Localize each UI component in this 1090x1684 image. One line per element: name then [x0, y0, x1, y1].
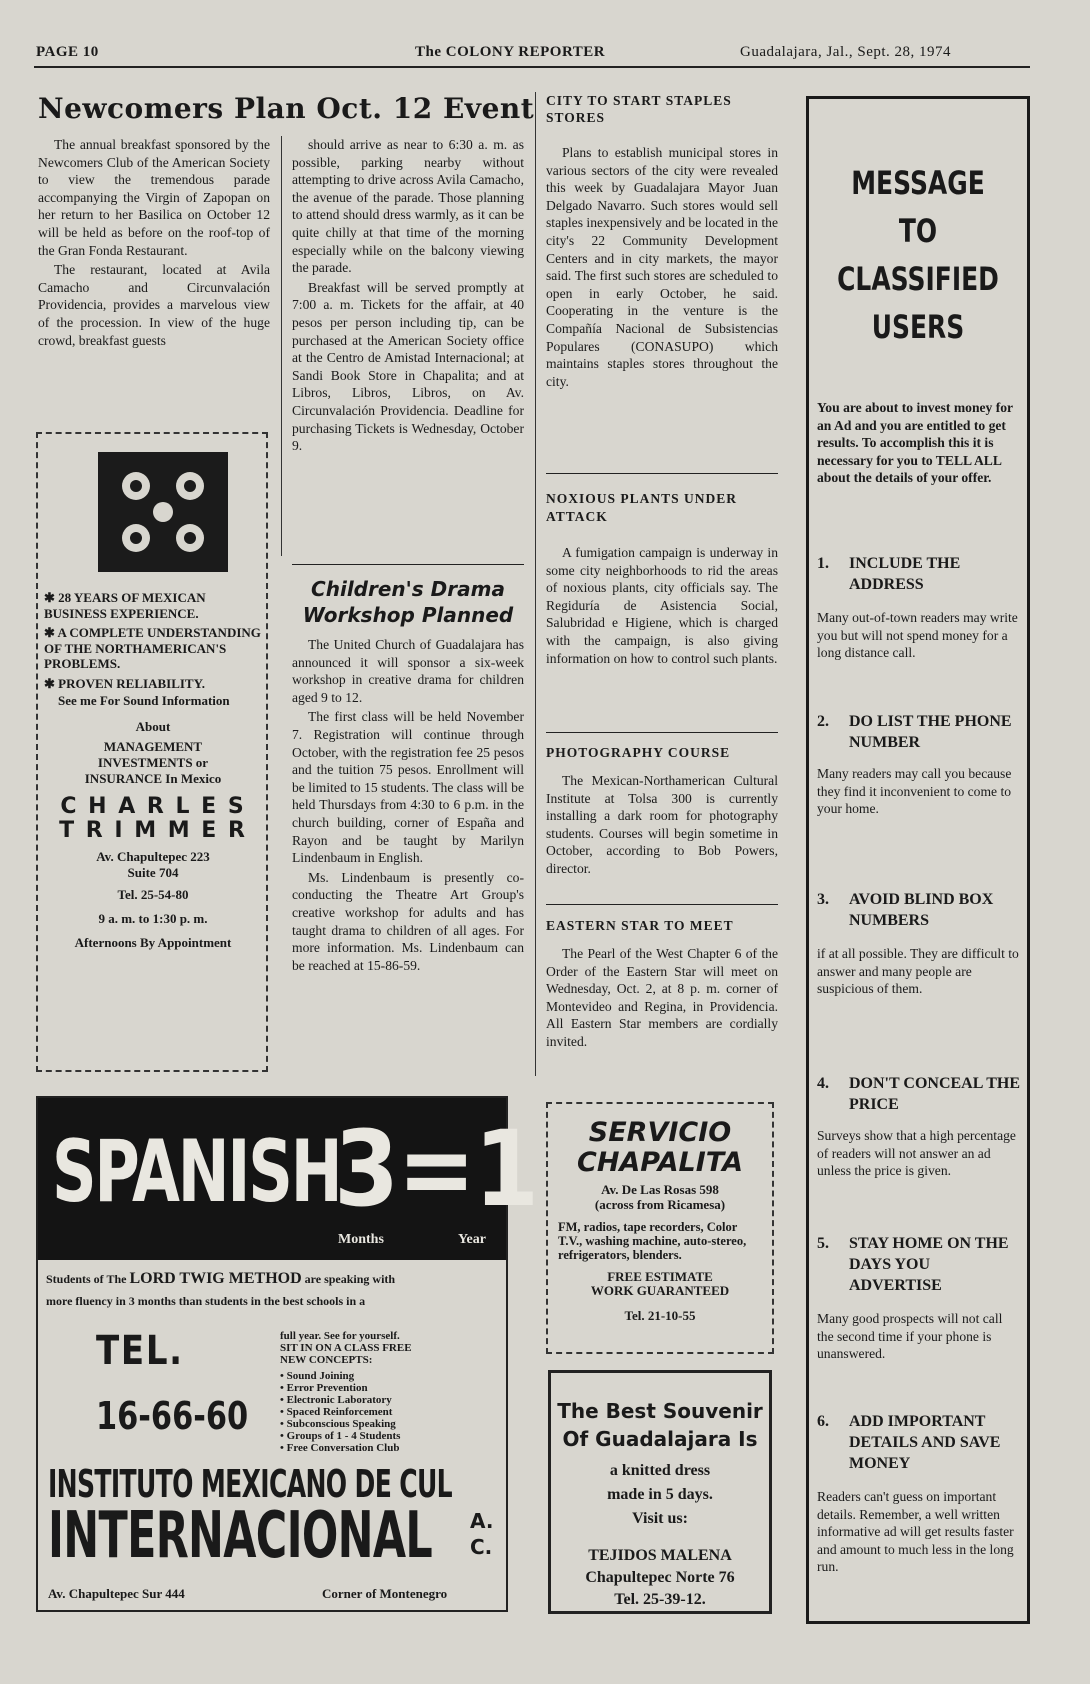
bullet-text: PROVEN RELIABILITY.: [58, 675, 206, 691]
newcomers-col2: [292, 136, 524, 457]
title-line: CLASSIFIED: [837, 260, 999, 298]
new-concepts-label: NEW CONCEPTS:: [280, 1354, 373, 1366]
servicio-tel: Tel. 21-10-55: [624, 1308, 696, 1323]
paragraph: A fumigation campaign is underway in some city neighborhoods to rid the areas of noxious plants, city officials say. The Regiduría de Asistencia Social, Salubridad e Higiene, which is charged with the campaign, is also giving information on how to control such plants.: [546, 545, 778, 666]
tel-label: TEL.: [96, 1328, 184, 1374]
servicio-title1: SERVICIO: [588, 1117, 732, 1148]
paragraph: Ms. Lindenbaum is presently co-conducting the Theatre Art Group's creative workshop for adults and has taught drama to children of all ages. For more information. Ms. Lindenbaum can be reached at 15-86-59.: [292, 869, 524, 973]
item-text: if at all possible. They are difficult to answer and many people are suspicious of them.: [817, 946, 1019, 996]
about-label: About: [135, 719, 171, 734]
drama-headline: [292, 576, 524, 628]
trimmer-tel: Tel. 25-54-80: [117, 887, 189, 902]
page-number: PAGE 10: [36, 44, 99, 60]
header-rule: [34, 66, 1030, 68]
trimmer-suite: Suite 704: [127, 865, 179, 880]
classified-item: [817, 1411, 1021, 1576]
concept-text: Groups of 1 - 4 Students: [286, 1430, 401, 1442]
ac-label: A. C.: [470, 1509, 494, 1559]
intro-text: are speaking with: [304, 1272, 396, 1286]
concept-text: Electronic Laboratory: [286, 1394, 392, 1406]
item-number: 6.: [817, 1413, 829, 1430]
classified-item: [817, 711, 1021, 818]
trimmer-ad: [36, 432, 268, 1072]
spanish-ratio: 3=1: [334, 1108, 538, 1230]
item-number: 2.: [817, 713, 829, 730]
item-heading: DON'T CONCEAL THE PRICE: [849, 1075, 1021, 1113]
servicio-estimate: FREE ESTIMATE: [607, 1269, 713, 1284]
drama-body: [292, 636, 524, 976]
bullet-experience: ✱ 28 YEARS OF MEXICAN BUSINESS EXPERIENCE.: [44, 590, 206, 621]
institute-line1: INSTITUTO MEXICANO DE CUL: [48, 1462, 453, 1506]
paragraph: The Mexican-Northamerican Cultural Institute at Tolsa 300 is currently installing a dark room for photography students. Courses will begin sometime in October, according to Bob Powers, director.: [546, 773, 778, 876]
souvenir-title2: Of Guadalajara Is: [562, 1427, 758, 1451]
dateline: Guadalajara, Jal., Sept. 28, 1974: [740, 44, 952, 60]
bullet-text: 28 YEARS OF MEXICAN BUSINESS EXPERIENCE.: [44, 590, 206, 621]
concept-text: Spaced Reinforcement: [286, 1406, 393, 1418]
classified-message-box: [806, 96, 1030, 1624]
classified-item: [817, 1073, 1021, 1180]
newcomers-col1: [38, 136, 270, 351]
item-heading: INCLUDE THE ADDRESS: [849, 555, 961, 593]
item-heading: STAY HOME ON THE DAYS YOU ADVERTISE: [849, 1235, 1009, 1294]
classified-intro: You are about to invest money for an Ad and you are entitled to get results. To accomplish this it is necessary for you to TELL ALL about the details of your offer.: [817, 400, 1013, 485]
months-label: Months: [338, 1232, 384, 1247]
paragraph: Plans to establish municipal stores in various sectors of the city were revealed this week by Guadalajara Mayor Juan Delgado Navarro. Such stores would sell staples inexpensively and be located in the city's 22 Community Development Centers and in city markets, the mayor said. The first such stores are scheduled to open in early October, he said. Cooperating in the venture is the Compañía Nacional de Subsistencias Populares (CONASUPO) which maintains staples stores throughout the city.: [546, 145, 778, 389]
noxious-body: [546, 544, 778, 669]
section-rule: [292, 564, 524, 565]
spanish-word: SPANISH: [52, 1122, 341, 1222]
concept-text: Sound Joining: [286, 1370, 355, 1382]
paragraph: The Pearl of the West Chapter 6 of the Order of the Eastern Star will meet on Wednesday, Oct. 2, at 8 p. m. corner of Montevideo and Regina, in Providencia. All Eastern Star members are cordially invited.: [546, 946, 778, 1049]
concepts-block: [280, 1330, 506, 1454]
spanish-address: Av. Chapultepec Sur 444: [48, 1586, 185, 1601]
servicio-address: Av. De Las Rosas 598: [601, 1182, 719, 1197]
item-text: Surveys show that a high percentage of readers will not answer an ad unless the price is given.: [817, 1128, 1016, 1178]
spanish-intro: [46, 1268, 502, 1312]
method-name: LORD TWIG METHOD: [129, 1270, 302, 1287]
servicio-ad: [546, 1102, 774, 1354]
souvenir-name: TEJIDOS MALENA: [588, 1547, 732, 1564]
item-heading: DO LIST THE PHONE NUMBER: [849, 713, 1012, 751]
paragraph: The restaurant, located at Avila Camacho and Circunvalación Providencia, provides a marvelous view of the procession. In view of the huge crowd, breakfast guests: [38, 262, 270, 348]
item-text: Many good prospects will not call the second time if your phone is unanswered.: [817, 1311, 1003, 1361]
sound-info: See me For Sound Information: [58, 693, 230, 708]
name-first: C H A R L E S: [60, 794, 246, 819]
concept-text: Error Prevention: [286, 1382, 368, 1394]
souvenir-tel: Tel. 25-39-12.: [614, 1591, 706, 1608]
year-label: Year: [458, 1232, 486, 1247]
staples-body: [546, 144, 778, 392]
concept-item: • Groups of 1 - 4 Students: [280, 1430, 401, 1442]
spanish-ad: [36, 1096, 538, 1612]
name-last: T R I M M E R: [59, 818, 247, 843]
servicio-title2: CHAPALITA: [577, 1147, 743, 1178]
concept-item: • Subconscious Speaking: [280, 1418, 396, 1430]
trimmer-address: Av. Chapultepec 223: [96, 849, 210, 864]
item-number: 4.: [817, 1075, 829, 1092]
eastern-body: [546, 945, 778, 1053]
staples-headline: CITY TO START STAPLES STORES: [546, 93, 732, 125]
institute-line2: INTERNACIONAL: [48, 1499, 433, 1573]
bullet-text: A COMPLETE UNDERSTANDING OF THE NORTHAMERICAN'S PROBLEMS.: [44, 625, 261, 671]
servicio-services: FM, radios, tape recorders, Color T.V., washing machine, auto-stereo, refrigerators, blenders.: [558, 1220, 747, 1262]
item-heading: AVOID BLIND BOX NUMBERS: [849, 891, 994, 929]
souvenir-line2: made in 5 days.: [607, 1486, 713, 1503]
title-line: USERS: [871, 308, 965, 346]
servicio-guarantee: WORK GUARANTEED: [590, 1283, 730, 1298]
bullet-understanding: ✱ A COMPLETE UNDERSTANDING OF THE NORTHAMERICAN'S PROBLEMS.: [44, 625, 261, 671]
gears-logo-icon: [98, 452, 228, 572]
paragraph: The United Church of Guadalajara has announced it will sponsor a six-week workshop in creative drama for children aged 9 to 12.: [292, 637, 524, 705]
item-text: Many readers may call you because they find it inconvenient to come to your home.: [817, 766, 1012, 816]
photo-body: [546, 772, 778, 880]
title-line: TO: [898, 212, 938, 250]
full-year-text: full year. See for yourself.: [280, 1330, 400, 1342]
spanish-banner: [38, 1098, 538, 1260]
section-rule: [546, 473, 778, 474]
souvenir-line1: a knitted dress: [609, 1462, 711, 1479]
section-rule: [546, 732, 778, 733]
souvenir-title1: The Best Souvenir: [557, 1399, 763, 1423]
column-divider: [535, 92, 536, 1076]
classified-item: [817, 889, 1021, 998]
section-rule: [546, 904, 778, 905]
drama-headline-line1: Children's Drama: [311, 577, 505, 601]
concept-item: • Spaced Reinforcement: [280, 1406, 393, 1418]
souvenir-ad: [548, 1370, 772, 1614]
item-number: 3.: [817, 891, 829, 908]
item-number: 5.: [817, 1235, 829, 1252]
eastern-headline: EASTERN STAR TO MEET: [546, 918, 734, 933]
paragraph: The first class will be held November 7. Registration will continue through October, with the registration fee 25 pesos and the tuition 75 pesos. Enrollment will be limited to 15 students. The class will be held Thursdays from 4:30 to 6 p.m. in the church building, corner of España and Rayon and be taught by Marilyn Lindenbaum in English.: [292, 709, 524, 866]
concept-text: Free Conversation Club: [286, 1442, 400, 1454]
services-list: MANAGEMENT INVESTMENTS or INSURANCE In Mexico: [84, 739, 222, 786]
spanish-corner: Corner of Montenegro: [322, 1586, 448, 1601]
column-divider: [281, 136, 282, 556]
concept-text: Subconscious Speaking: [286, 1418, 396, 1430]
trimmer-appointment: Afternoons By Appointment: [74, 935, 232, 950]
trimmer-hours: 9 a. m. to 1:30 p. m.: [98, 911, 208, 926]
drama-headline-line2: Workshop Planned: [302, 603, 514, 627]
paragraph: The annual breakfast sponsored by the Newcomers Club of the American Society to view the tremendous parade accompanying the Virgin of Zapopan on her return to her Basilica on October 12 will be held as before on the roof-top of the Gran Fonda Restaurant.: [38, 137, 270, 258]
souvenir-line3: Visit us:: [632, 1510, 688, 1527]
newspaper-name: The COLONY REPORTER: [415, 44, 606, 60]
classified-title: [809, 159, 1027, 351]
intro-text: Students of The: [46, 1272, 127, 1286]
concept-item: • Free Conversation Club: [280, 1442, 400, 1454]
paragraph: Breakfast will be served promptly at 7:00 a. m. Tickets for the affair, at 40 pesos per person including tip, can be purchased at the American Society office at the Centro de Amistad Internacional; at Sandi Book Store in Chapalita; and at Libros, Libros, Libros, on Av. Circunvalación Providencia. Deadline for purchasing Tickets is Wednesday, October 9.: [292, 279, 524, 454]
photo-headline: PHOTOGRAPHY COURSE: [546, 745, 731, 760]
classified-item: [817, 1233, 1021, 1363]
item-number: 1.: [817, 555, 829, 572]
tel-number: 16-66-60: [96, 1394, 249, 1438]
item-text: Many out-of-town readers may write you but will not spend money for a long distance call.: [817, 610, 1018, 660]
intro-text-2: more fluency in 3 months than students in the best schools in a: [46, 1294, 366, 1308]
concept-item: • Sound Joining: [280, 1370, 355, 1382]
noxious-headline: NOXIOUS PLANTS UNDER ATTACK: [546, 491, 738, 524]
concept-item: • Error Prevention: [280, 1382, 368, 1394]
bullet-reliability: ✱ PROVEN RELIABILITY.: [44, 675, 206, 691]
paragraph: should arrive as near to 6:30 a. m. as possible, parking nearby without attempting to drive across Avila Camacho, the avenue of the parade. Those planning to attend should dress warmly, as it can be quite chilly at that time of the morning especially while on the balcony viewing the parade.: [292, 137, 524, 276]
newcomers-headline: Newcomers Plan Oct. 12 Event: [38, 92, 535, 125]
sit-in-text: SIT IN ON A CLASS FREE: [280, 1342, 412, 1354]
classified-item: [817, 553, 1021, 662]
souvenir-address: Chapultepec Norte 76: [585, 1569, 735, 1586]
concept-item: • Electronic Laboratory: [280, 1394, 392, 1406]
item-text: Readers can't guess on important details. Remember, a well written informative ad will get results faster and amount to much less in the long run.: [817, 1489, 1014, 1574]
title-line: MESSAGE: [851, 164, 985, 202]
servicio-across: (across from Ricamesa): [594, 1197, 726, 1212]
item-heading: ADD IMPORTANT DETAILS AND SAVE MONEY: [849, 1413, 1001, 1472]
